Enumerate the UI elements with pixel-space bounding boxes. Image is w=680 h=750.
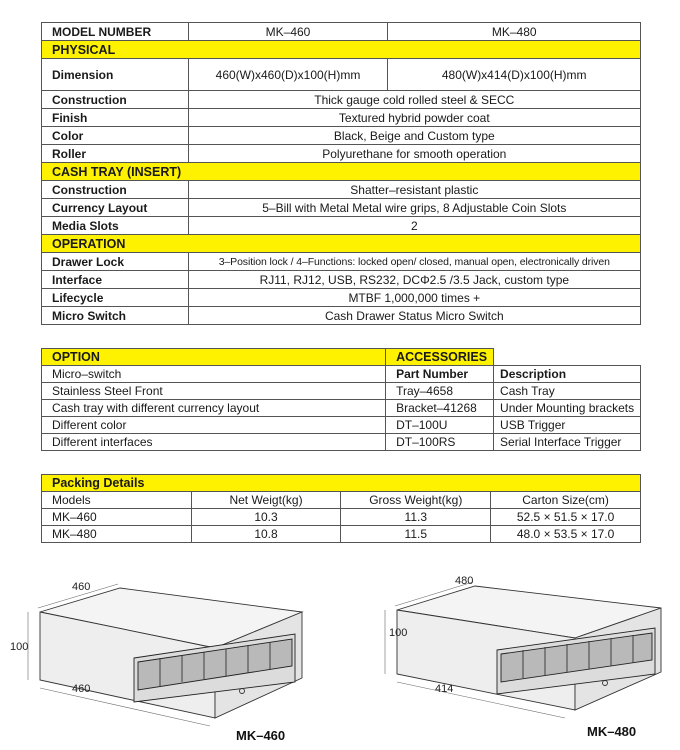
section-physical: PHYSICAL: [42, 41, 641, 59]
spec-value: 5–Bill with Metal Metal wire grips, 8 Adjustable Coin Slots: [188, 199, 640, 217]
dim-width: 480: [455, 575, 474, 587]
table-row: [42, 526, 641, 543]
spec-row: [42, 145, 641, 163]
spec-label: Media Slots: [42, 217, 189, 235]
dimension-b: 480(W)x414(D)x100(H)mm: [388, 59, 641, 91]
spec-label: Lifecycle: [42, 289, 189, 307]
spec-row: [42, 307, 641, 325]
dim-height: 100: [389, 627, 408, 639]
mk460-drawing: [10, 570, 320, 745]
spec-value: RJ11, RJ12, USB, RS232, DCΦ2.5 /3.5 Jack, custom type: [188, 271, 640, 289]
spec-row: [42, 199, 641, 217]
dimension-a: 460(W)x460(D)x100(H)mm: [188, 59, 388, 91]
accessory-desc: Cash Tray: [494, 383, 641, 400]
packing-cell: 10.3: [191, 509, 341, 526]
packing-cell: 48.0 × 53.5 × 17.0: [491, 526, 641, 543]
accessory-part: DT–100RS: [386, 434, 494, 451]
part-number-header: Part Number: [386, 366, 494, 383]
section-cash-tray: CASH TRAY (INSERT): [42, 163, 641, 181]
dim-depth: 414: [435, 683, 454, 695]
option-item: Different interfaces: [42, 434, 386, 451]
spec-row: [42, 253, 641, 271]
dimension-label: Dimension: [42, 59, 189, 91]
spec-value: 3–Position lock / 4–Functions: locked open/ closed, manual open, electronically driven: [188, 253, 640, 271]
mk460-label: MK–460: [236, 728, 286, 743]
model-number-label: MODEL NUMBER: [42, 23, 189, 41]
options-table: [41, 348, 641, 451]
packing-table: [41, 474, 641, 543]
section-operation: OPERATION: [42, 235, 641, 253]
table-row: [42, 509, 641, 526]
spec-row: [42, 109, 641, 127]
option-item: Cash tray with different currency layout: [42, 400, 386, 417]
spec-value: Black, Beige and Custom type: [188, 127, 640, 145]
accessory-part: DT–100U: [386, 417, 494, 434]
description-header: Description: [494, 366, 641, 383]
option-title: OPTION: [42, 349, 386, 366]
option-item: Different color: [42, 417, 386, 434]
packing-header: Net Weigt(kg): [191, 492, 341, 509]
spec-row: [42, 127, 641, 145]
spec-label: Construction: [42, 181, 189, 199]
packing-cell: MK–480: [42, 526, 192, 543]
mk480-label: MK–480: [587, 724, 637, 739]
spec-label: Interface: [42, 271, 189, 289]
packing-cell: 11.5: [341, 526, 491, 543]
accessory-part: Tray–4658: [386, 383, 494, 400]
dim-depth: 460: [72, 683, 91, 695]
spec-label: Finish: [42, 109, 189, 127]
dim-width: 460: [72, 581, 91, 593]
spec-table: [41, 22, 641, 325]
accessories-title: ACCESSORIES: [386, 349, 494, 366]
spec-label: Currency Layout: [42, 199, 189, 217]
accessory-desc: USB Trigger: [494, 417, 641, 434]
spec-row: [42, 217, 641, 235]
accessory-desc: Under Mounting brackets: [494, 400, 641, 417]
spec-label: Roller: [42, 145, 189, 163]
packing-cell: MK–460: [42, 509, 192, 526]
packing-cell: 52.5 × 51.5 × 17.0: [491, 509, 641, 526]
spec-label: Drawer Lock: [42, 253, 189, 271]
model-b-name: MK–480: [388, 23, 641, 41]
packing-title: Packing Details: [42, 475, 641, 492]
spec-value: Shatter–resistant plastic: [188, 181, 640, 199]
spec-label: Color: [42, 127, 189, 145]
packing-header: Gross Weight(kg): [341, 492, 491, 509]
packing-header: Models: [42, 492, 192, 509]
spec-row: [42, 289, 641, 307]
spec-label: Micro Switch: [42, 307, 189, 325]
spec-value: Polyurethane for smooth operation: [188, 145, 640, 163]
mk480-drawing: [355, 570, 675, 745]
spec-value: 2: [188, 217, 640, 235]
spec-row: [42, 271, 641, 289]
accessory-part: Bracket–41268: [386, 400, 494, 417]
spec-value: Thick gauge cold rolled steel & SECC: [188, 91, 640, 109]
dim-height: 100: [10, 641, 29, 653]
packing-cell: 11.3: [341, 509, 491, 526]
spec-value: Textured hybrid powder coat: [188, 109, 640, 127]
packing-cell: 10.8: [191, 526, 341, 543]
spec-value: MTBF 1,000,000 times +: [188, 289, 640, 307]
option-item: Micro–switch: [42, 366, 386, 383]
model-number-row: [42, 23, 641, 41]
spec-value: Cash Drawer Status Micro Switch: [188, 307, 640, 325]
option-item: Stainless Steel Front: [42, 383, 386, 400]
accessory-desc: Serial Interface Trigger: [494, 434, 641, 451]
model-a-name: MK–460: [188, 23, 388, 41]
dimension-row: [42, 59, 641, 91]
spec-label: Construction: [42, 91, 189, 109]
spec-row: [42, 91, 641, 109]
spec-row: [42, 181, 641, 199]
packing-header: Carton Size(cm): [491, 492, 641, 509]
